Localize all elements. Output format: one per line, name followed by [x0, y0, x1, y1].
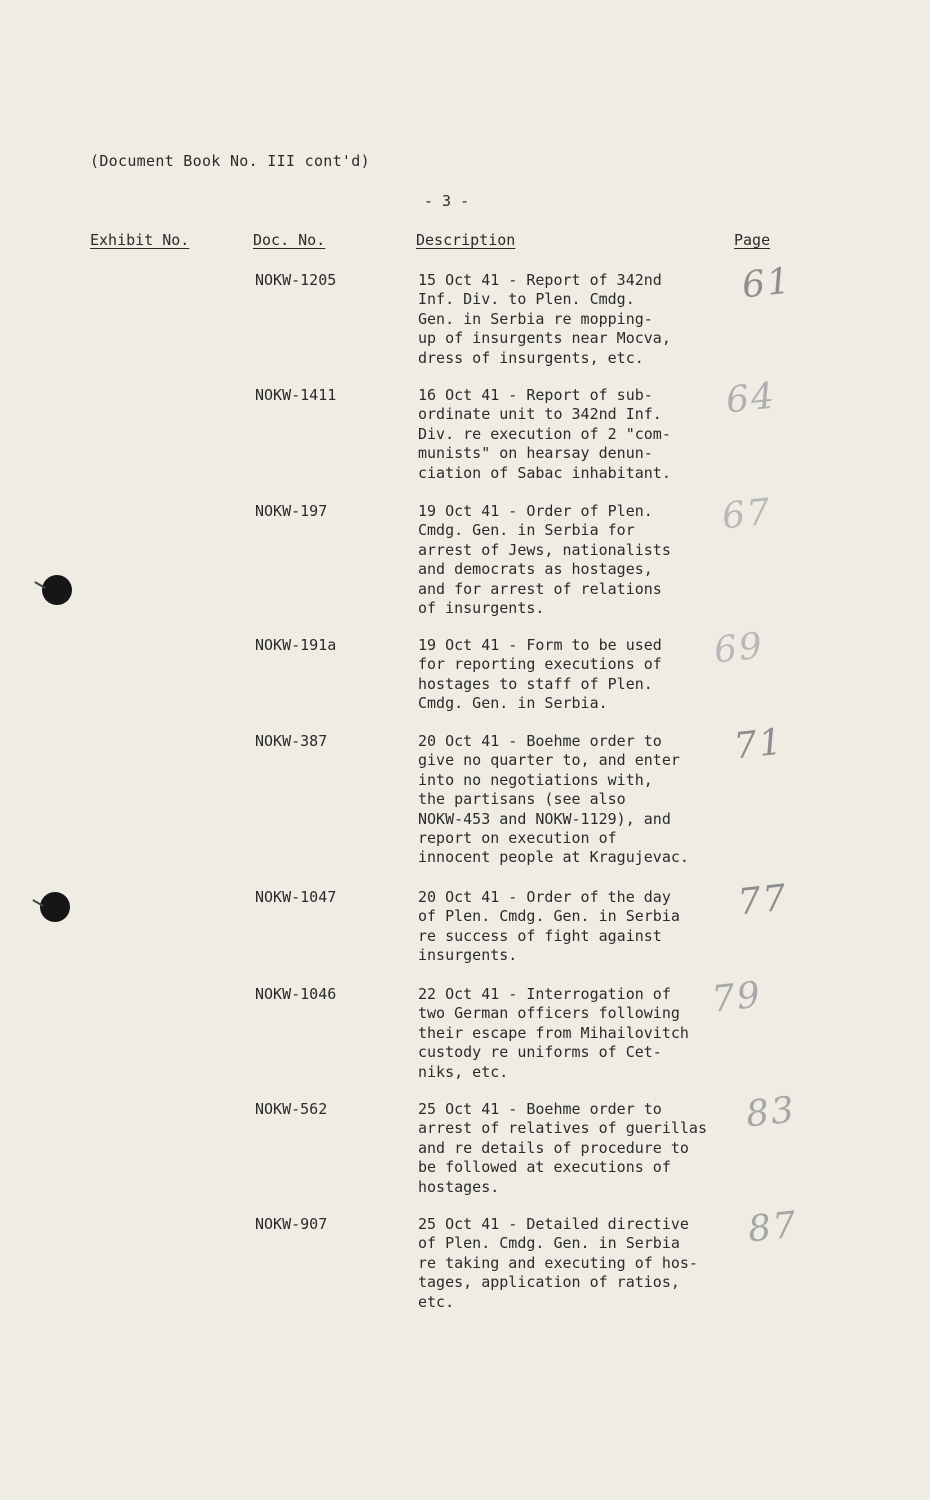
- entry-description: 25 Oct 41 - Detailed directive of Plen. Cmdg. Gen. in Serbia re taking and executing of hos- tages, application of ratios, etc.: [418, 1215, 698, 1311]
- doc-number: NOKW-387: [255, 732, 328, 750]
- page-number: - 3 -: [424, 192, 470, 210]
- column-header-description: Description: [416, 231, 516, 249]
- page-reference-handwritten: 64: [723, 375, 778, 422]
- page-reference-handwritten: 69: [711, 625, 766, 672]
- punch-hole-lower: [40, 892, 70, 922]
- column-header-exhibit-no: Exhibit No.: [90, 231, 190, 249]
- doc-number: NOKW-1205: [255, 271, 337, 289]
- doc-number: NOKW-907: [255, 1215, 328, 1233]
- entry-description: 19 Oct 41 - Form to be used for reporting executions of hostages to staff of Plen. Cmdg. Gen. in Serbia.: [418, 636, 662, 713]
- entry-description: 22 Oct 41 - Interrogation of two German officers following their escape from Mihailovitch custody re uniforms of Cet- niks, etc.: [418, 985, 689, 1081]
- page-reference-handwritten: 67: [719, 491, 774, 538]
- page-reference-handwritten: 87: [745, 1204, 800, 1251]
- page-reference-handwritten: 79: [709, 974, 764, 1021]
- entry-description: 25 Oct 41 - Boehme order to arrest of relatives of guerillas and re details of procedure to be followed at executions of hostages.: [418, 1100, 707, 1196]
- doc-number: NOKW-1047: [255, 888, 337, 906]
- page-reference-handwritten: 83: [743, 1089, 798, 1136]
- document-book-header: (Document Book No. III cont'd): [90, 152, 370, 170]
- column-header-doc-no: Doc. No.: [253, 231, 326, 249]
- column-header-page: Page: [734, 231, 771, 249]
- punch-hole-upper: [42, 575, 72, 605]
- entry-description: 20 Oct 41 - Order of the day of Plen. Cmdg. Gen. in Serbia re success of fight against insurgents.: [418, 888, 680, 965]
- entry-description: 20 Oct 41 - Boehme order to give no quarter to, and enter into no negotiations with, the partisans (see also NOKW-453 and NOKW-1129), and report on execution of innocent people at Kragujevac.: [418, 732, 689, 867]
- entry-description: 15 Oct 41 - Report of 342nd Inf. Div. to Plen. Cmdg. Gen. in Serbia re mopping- up of insurgents near Mocva, dress of insurgents, etc.: [418, 271, 671, 367]
- doc-number: NOKW-197: [255, 502, 328, 520]
- entry-description: 16 Oct 41 - Report of sub- ordinate unit to 342nd Inf. Div. re execution of 2 "com- munists" on hearsay denun- ciation of Sabac inhabitant.: [418, 386, 671, 482]
- doc-number: NOKW-1411: [255, 386, 337, 404]
- doc-number: NOKW-191a: [255, 636, 337, 654]
- page-reference-handwritten: 61: [739, 260, 794, 307]
- page-reference-handwritten: 71: [731, 721, 786, 768]
- page-reference-handwritten: 77: [735, 877, 790, 924]
- doc-number: NOKW-562: [255, 1100, 328, 1118]
- doc-number: NOKW-1046: [255, 985, 337, 1003]
- entry-description: 19 Oct 41 - Order of Plen. Cmdg. Gen. in Serbia for arrest of Jews, nationalists and democrats as hostages, and for arrest of relations of insurgents.: [418, 502, 671, 618]
